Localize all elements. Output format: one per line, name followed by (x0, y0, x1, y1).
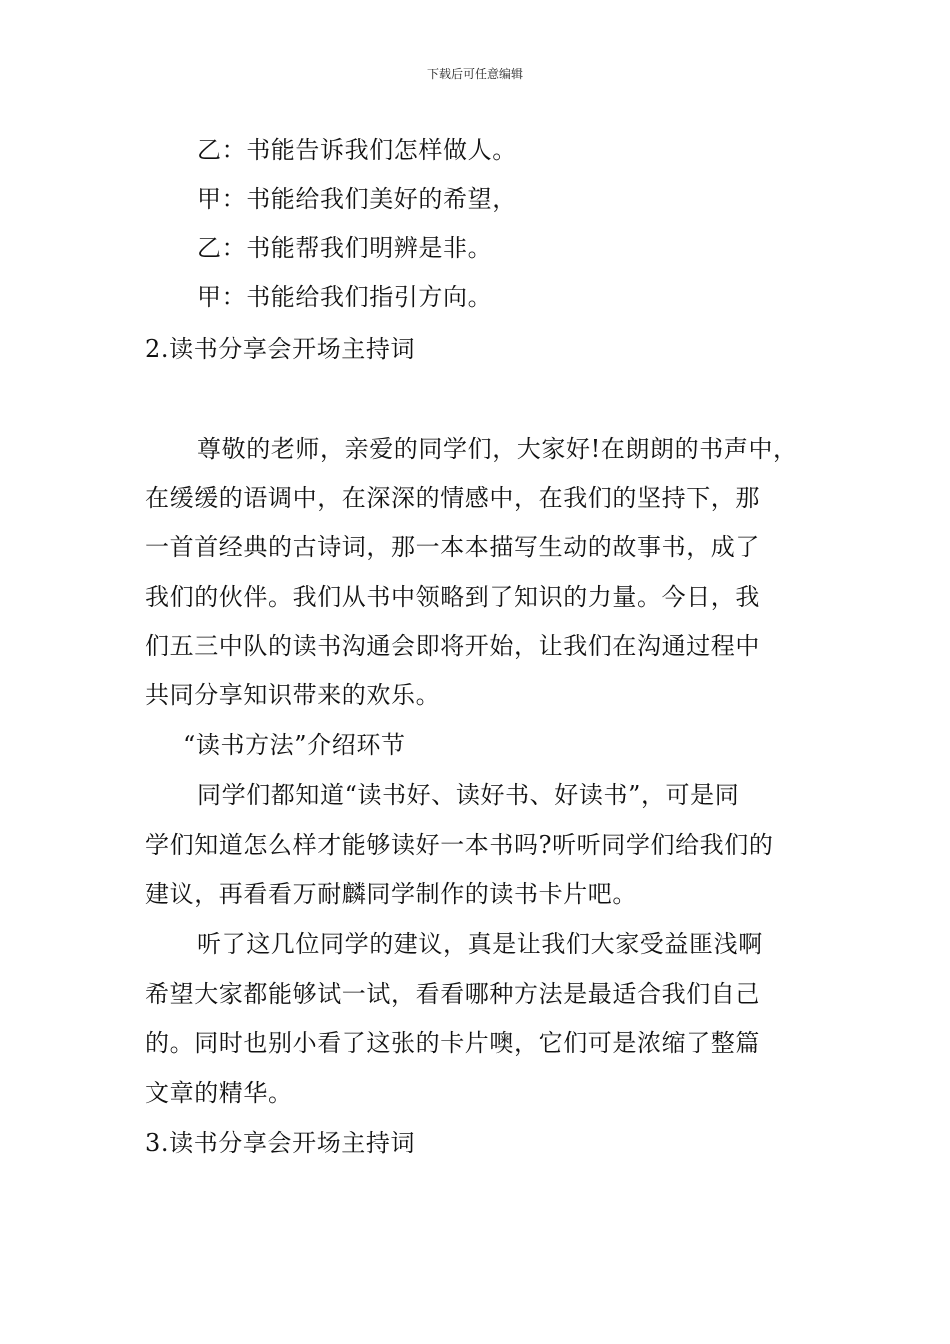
section-heading: 3.读书分享会开场主持词 (145, 1129, 416, 1157)
section-heading: 2.读书分享会开场主持词 (145, 335, 416, 363)
paragraph-line: 学们知道怎么样才能够读好一本书吗?听听同学们给我们的 (145, 831, 774, 859)
dialogue-line: 乙：书能帮我们明辨是非。 (197, 234, 493, 262)
subsection-heading: “读书方法”介绍环节 (183, 731, 406, 759)
paragraph-line: 我们的伙伴。我们从书中领略到了知识的力量。今日，我 (145, 583, 760, 611)
paragraph-line: 同学们都知道“读书好、读好书、好读书”，可是同 (197, 781, 740, 809)
dialogue-line: 甲：书能给我们指引方向。 (197, 283, 493, 311)
paragraph-line: 在缓缓的语调中，在深深的情感中，在我们的坚持下，那 (145, 484, 760, 512)
paragraph-line: 尊敬的老师，亲爱的同学们，大家好!在朗朗的书声中， (197, 435, 798, 463)
paragraph-line: 共同分享知识带来的欢乐。 (145, 681, 441, 709)
dialogue-line: 甲：书能给我们美好的希望， (197, 185, 517, 213)
page-header: 下载后可任意编辑 (426, 67, 523, 81)
dialogue-line: 乙：书能告诉我们怎样做人。 (197, 136, 517, 164)
paragraph-line: 听了这几位同学的建议，真是让我们大家受益匪浅啊 (197, 930, 763, 958)
paragraph-line: 建议，再看看万耐麟同学制作的读书卡片吧。 (145, 880, 637, 908)
paragraph-line: 希望大家都能够试一试，看看哪种方法是最适合我们自己 (145, 980, 760, 1008)
paragraph-line: 们五三中队的读书沟通会即将开始，让我们在沟通过程中 (145, 632, 760, 660)
paragraph-line: 一首首经典的古诗词，那一本本描写生动的故事书，成了 (145, 533, 760, 561)
paragraph-line: 文章的精华。 (145, 1079, 293, 1107)
paragraph-line: 的。同时也别小看了这张的卡片噢，它们可是浓缩了整篇 (145, 1029, 760, 1057)
